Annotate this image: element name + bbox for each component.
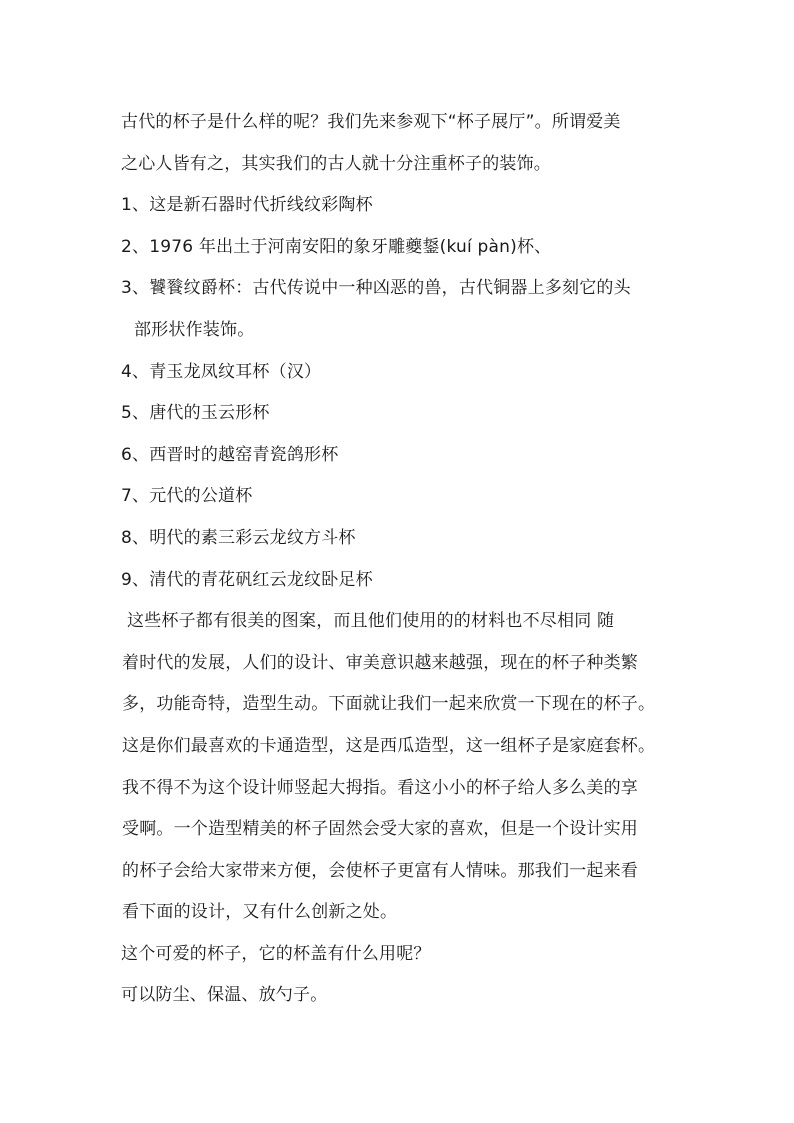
list-item-9: 9、清代的青花矾红云龙纹卧足杯 [121, 569, 373, 590]
paragraph-body-line-5: 我不得不为这个设计师竖起大拇指。看这小小的杯子给人多么美的享 [122, 777, 638, 798]
paragraph-body-line-2: 着时代的发展，人们的设计、审美意识越来越强，现在的杯子种类繁 [122, 652, 638, 673]
paragraph-body-line-8: 看下面的设计，又有什么创新之处。 [122, 902, 398, 923]
list-item-2: 2、1976 年出土于河南安阳的象牙雕夔鋬(kuí pàn)杯、 [121, 236, 552, 257]
question-line: 这个可爱的杯子，它的杯盖有什么用呢？ [121, 943, 431, 964]
list-item-6: 6、西晋时的越窑青瓷鸽形杯 [121, 444, 339, 465]
paragraph-body-line-7: 的杯子会给大家带来方便，会使杯子更富有人情味。那我们一起来看 [122, 860, 638, 881]
answer-line: 可以防尘、保温、放勺子。 [121, 985, 328, 1006]
paragraph-body-line-1: 这些杯子都有很美的图案，而且他们使用的的材料也不尽相同 随 [127, 611, 615, 632]
paragraph-intro-line-1: 古代的杯子是什么样的呢？我们先来参观下“杯子展厅”。所谓爱美 [121, 112, 621, 132]
list-item-3: 3、饕餮纹爵杯：古代传说中一种凶恶的兽，古代铜器上多刻它的头 [121, 278, 631, 299]
paragraph-body-line-4: 这是你们最喜欢的卡通造型，这是西瓜造型，这一组杯子是家庭套杯。 [122, 735, 656, 756]
paragraph-body-line-6: 受啊。一个造型精美的杯子固然会受大家的喜欢，但是一个设计实用 [122, 819, 638, 840]
list-item-4: 4、青玉龙凤纹耳杯（汉） [121, 361, 322, 382]
list-item-5: 5、唐代的玉云形杯 [121, 403, 270, 424]
paragraph-intro-line-2: 之心人皆有之，其实我们的古人就十分注重杯子的装饰。 [121, 153, 551, 174]
paragraph-body-line-3: 多，功能奇特，造型生动。下面就让我们一起来欣赏一下现在的杯子。 [122, 694, 656, 715]
list-item-8: 8、明代的素三彩云龙纹方斗杯 [121, 527, 356, 548]
list-item-3-continued: 部形状作装饰。 [134, 319, 255, 340]
list-item-1: 1、这是新石器时代折线纹彩陶杯 [121, 195, 373, 216]
list-item-7: 7、元代的公道杯 [121, 486, 253, 507]
